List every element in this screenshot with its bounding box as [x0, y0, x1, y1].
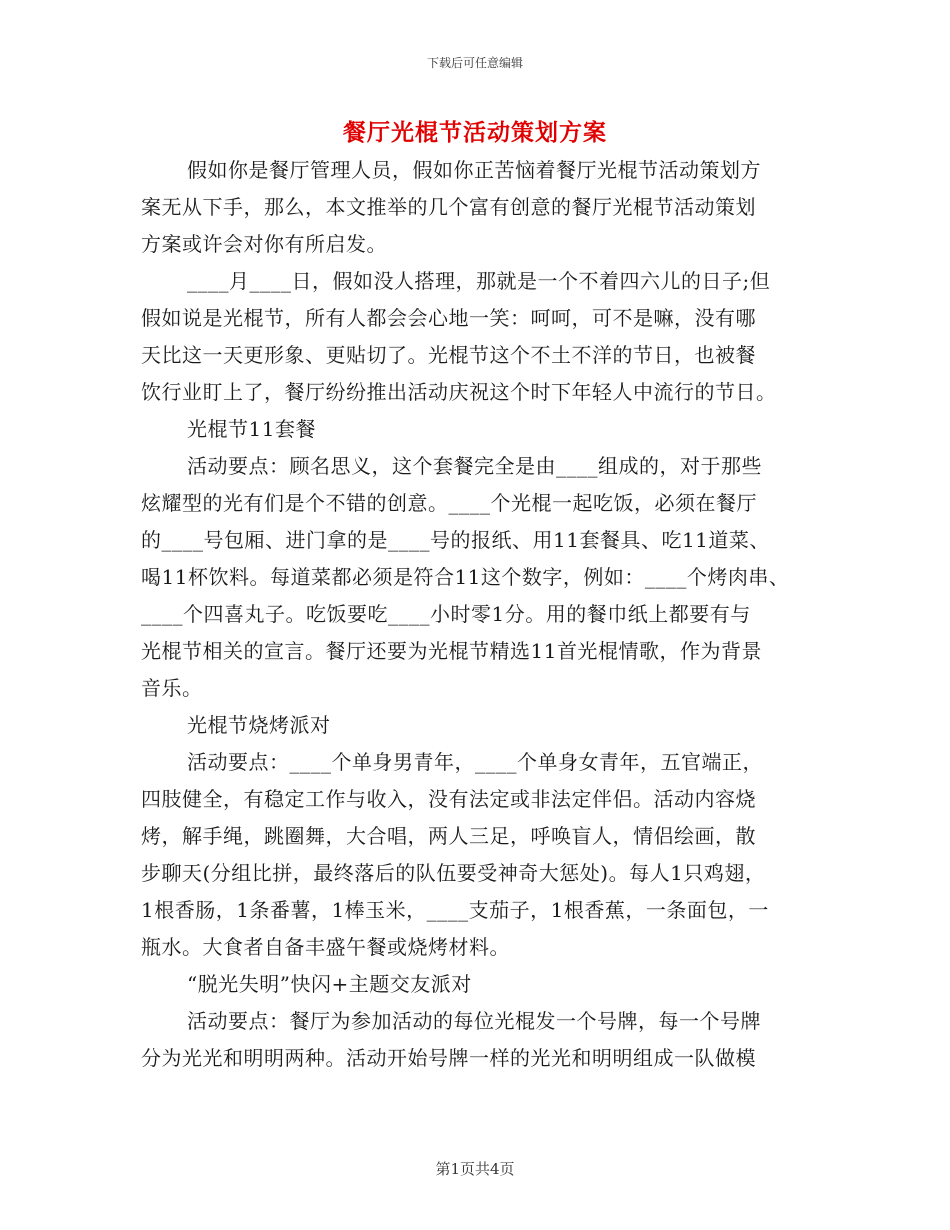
paragraph-line: 瓶水。大食者自备丰盛午餐或烧烤材料。	[141, 935, 510, 959]
paragraph-line: ____月____日，假如没人搭理，那就是一个不着四六儿的日子;但	[187, 269, 771, 293]
paragraph-line: 光棍节相关的宣言。餐厅还要为光棍节精选11首光棍情歌，作为背景	[141, 639, 762, 663]
paragraph-line: ____个四喜丸子。吃饭要吃____小时零1分。用的餐巾纸上都要有与	[141, 602, 751, 626]
paragraph-line: 1根香肠，1条番薯，1棒玉米，____支茄子，1根香蕉，一条面包，一	[141, 898, 769, 922]
paragraph-line: 天比这一天更形象、更贴切了。光棍节这个不土不洋的节日，也被餐	[141, 343, 756, 367]
paragraph-line: 活动要点：____个单身男青年，____个单身女青年，五官端正，	[187, 750, 763, 774]
paragraph-line: 音乐。	[141, 676, 203, 700]
paragraph-line: 烤，解手绳，跳圈舞，大合唱，两人三足，呼唤盲人，情侣绘画，散	[141, 824, 756, 848]
paragraph-line: 的____号包厢、进门拿的是____号的报纸、用11套餐具、吃11道菜、	[141, 528, 770, 552]
paragraph-line: 步聊天(分组比拼，最终落后的队伍要受神奇大惩处)。每人1只鸡翅，	[141, 861, 766, 885]
paragraph-line: 喝11杯饮料。每道菜都必须是符合11这个数字，例如：____个烤肉串、	[141, 565, 790, 589]
section-heading: “脱光失明”快闪+主题交友派对	[187, 972, 472, 996]
section-heading: 光棍节11套餐	[187, 417, 316, 441]
page-header: 下载后可任意编辑	[426, 56, 523, 70]
paragraph-line: 方案或许会对你有所启发。	[141, 232, 387, 256]
paragraph-line: 活动要点：顾名思义，这个套餐完全是由____组成的，对于那些	[187, 454, 762, 478]
paragraph-line: 案无从下手，那么，本文推举的几个富有创意的餐厅光棍节活动策划	[141, 195, 756, 219]
paragraph-line: 饮行业盯上了，餐厅纷纷推出活动庆祝这个时下年轻人中流行的节日。	[141, 380, 777, 404]
document-body	[141, 152, 821, 1077]
paragraph-line: 分为光光和明明两种。活动开始号牌一样的光光和明明组成一队做模	[141, 1046, 756, 1070]
paragraph-line: 活动要点：餐厅为参加活动的每位光棍发一个号牌，每一个号牌	[187, 1009, 761, 1033]
paragraph-line: 假如说是光棍节，所有人都会会心地一笑：呵呵，可不是嘛，没有哪	[141, 306, 756, 330]
page-footer: 第1页共4页	[435, 1160, 515, 1178]
paragraph-line: 假如你是餐厅管理人员，假如你正苦恼着餐厅光棍节活动策划方	[187, 158, 761, 182]
paragraph-line: 炫耀型的光有们是个不错的创意。____个光棍一起吃饭，必须在餐厅	[141, 491, 757, 515]
paragraph-line: 四肢健全，有稳定工作与收入，没有法定或非法定伴侣。活动内容烧	[141, 787, 756, 811]
document-title: 餐厅光棍节活动策划方案	[343, 119, 607, 146]
section-heading: 光棍节烧烤派对	[187, 713, 331, 737]
